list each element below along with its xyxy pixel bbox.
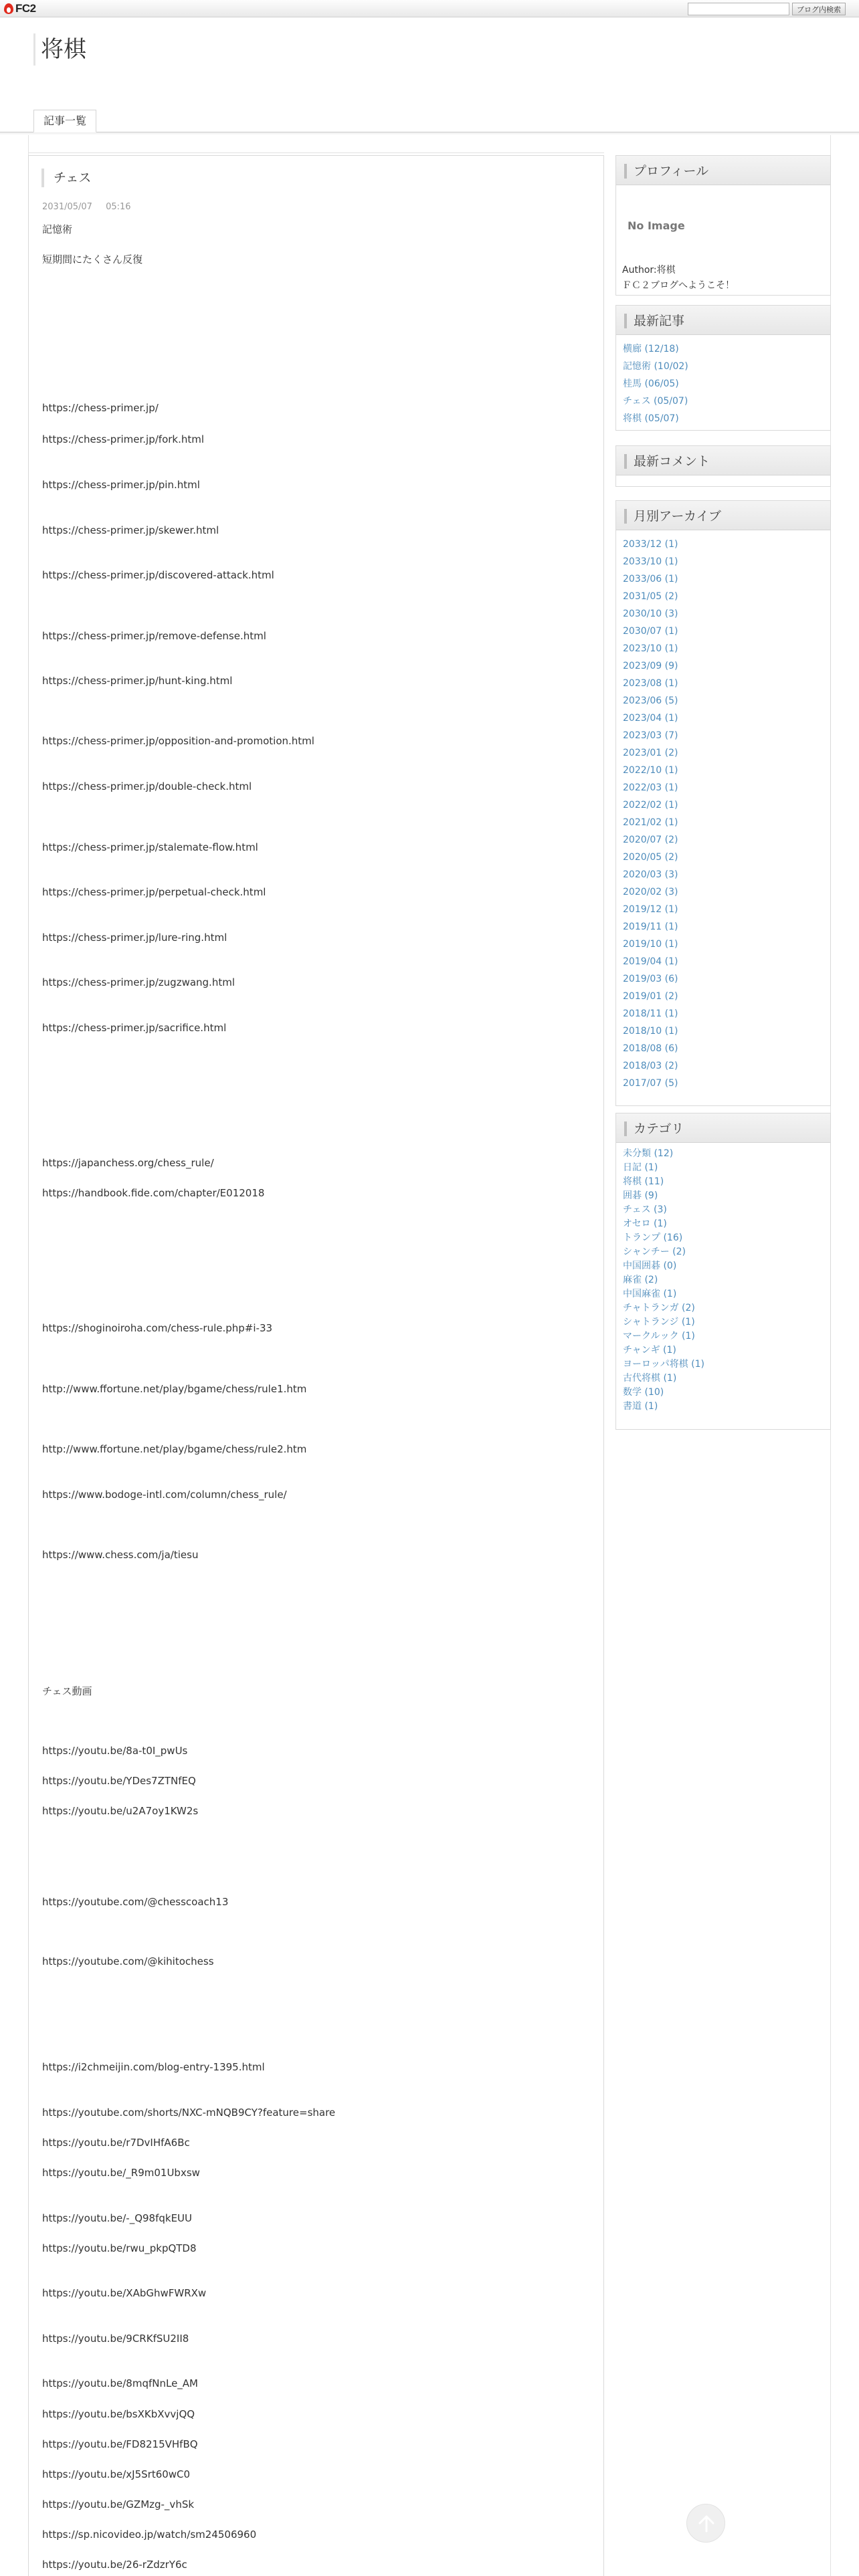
- list-item: [623, 675, 824, 692]
- blog-search: [688, 3, 846, 15]
- archive-link[interactable]: 2019/12 (1): [623, 904, 678, 915]
- entry-text: 短期間にたくさん反復: [42, 253, 143, 265]
- list-item: [623, 710, 824, 727]
- arrow-up-icon: [697, 2514, 716, 2533]
- header-accent: [624, 164, 627, 179]
- entry-date-value: 2031/05/07: [42, 202, 92, 212]
- page-top-button[interactable]: [686, 2504, 725, 2543]
- archive-link[interactable]: 2018/10 (1): [623, 1026, 678, 1037]
- category-link[interactable]: マークルック (1): [623, 1331, 695, 1341]
- list-item: [623, 536, 824, 553]
- archive-link[interactable]: 2020/02 (3): [623, 887, 678, 897]
- archive-link[interactable]: 2021/02 (1): [623, 817, 678, 828]
- list-item: [623, 901, 824, 918]
- fc2-toolbar: [0, 0, 859, 17]
- list-item: [623, 831, 824, 849]
- list-item: [623, 762, 824, 779]
- plugin-title: プロフィール: [634, 164, 709, 179]
- list-item: [623, 970, 824, 988]
- plugin-recent-entries: [615, 305, 831, 431]
- entry-link[interactable]: https://chess-primer.jp/zugzwang.html: [42, 976, 235, 988]
- header-accent: [624, 454, 627, 469]
- list-item: [623, 953, 824, 970]
- list-item: [623, 410, 824, 427]
- search-input[interactable]: [688, 3, 789, 15]
- recent-entry-link[interactable]: チェス (05/07): [623, 396, 688, 407]
- entry-link[interactable]: https://www.bodoge-intl.com/column/chess_rule/: [42, 1489, 287, 1501]
- entry-link[interactable]: https://i2chmeijin.com/blog-entry-1395.html: [42, 2061, 265, 2073]
- category-link[interactable]: シャトランジ (1): [623, 1317, 695, 1327]
- entry-link[interactable]: https://youtu.be/xJ5Srt60wC0: [42, 2468, 191, 2480]
- entry-link[interactable]: https://chess-primer.jp/hunt-king.html: [42, 675, 233, 687]
- archive-link[interactable]: 2018/03 (2): [623, 1061, 678, 1071]
- entry-link[interactable]: https://youtu.be/8mqfNnLe_AM: [42, 2377, 198, 2389]
- list-item: [623, 358, 824, 375]
- entry-link[interactable]: https://youtu.be/GZMzg-_vhSk: [42, 2498, 195, 2510]
- entry-link[interactable]: https://handbook.fide.com/chapter/E012018: [42, 1187, 265, 1199]
- divider: [28, 152, 604, 153]
- header-accent: [624, 314, 627, 328]
- entry-date: [42, 202, 142, 212]
- entry-link[interactable]: https://chess-primer.jp/stalemate-flow.html: [42, 841, 258, 853]
- category-link[interactable]: 書道 (1): [623, 1401, 658, 1412]
- plugin-archives: [615, 500, 831, 1106]
- archive-link[interactable]: 2023/06 (5): [623, 695, 678, 706]
- recent-entry-link[interactable]: 記憶術 (10/02): [623, 361, 688, 372]
- recent-entry-link[interactable]: 桂馬 (06/05): [623, 379, 679, 389]
- list-item: [623, 1259, 824, 1273]
- archive-link[interactable]: 2018/08 (6): [623, 1043, 678, 1054]
- entry-link[interactable]: https://chess-primer.jp/perpetual-check.html: [42, 886, 266, 898]
- list-item: [623, 779, 824, 796]
- category-link[interactable]: 将棋 (11): [623, 1176, 664, 1187]
- list-item: [623, 1175, 824, 1189]
- list-item: [623, 1203, 824, 1217]
- list-item: [623, 1147, 824, 1161]
- list-item: [623, 375, 824, 393]
- archive-link[interactable]: 2019/11 (1): [623, 922, 678, 932]
- plugin-header: [616, 446, 830, 475]
- recent-entry-link[interactable]: 将棋 (05/07): [623, 413, 679, 424]
- archive-link[interactable]: 2023/08 (1): [623, 678, 678, 689]
- list-item: [623, 814, 824, 831]
- entry-link[interactable]: https://sp.nicovideo.jp/watch/sm24506960: [42, 2529, 257, 2541]
- tab-article-list[interactable]: 記事一覧: [33, 110, 96, 132]
- list-item: [623, 1023, 824, 1040]
- category-link[interactable]: チェス (3): [623, 1204, 667, 1215]
- archive-link[interactable]: 2019/04 (1): [623, 956, 678, 967]
- archive-link[interactable]: 2030/07 (1): [623, 626, 678, 637]
- search-button[interactable]: ブログ内検索: [792, 3, 846, 15]
- list-item: [623, 883, 824, 901]
- entry-title[interactable]: チェス: [41, 169, 91, 187]
- fc2-logo-text: FC2: [15, 2, 36, 15]
- header-accent: [624, 509, 627, 524]
- archive-link[interactable]: 2023/09 (9): [623, 661, 678, 671]
- list-item: [623, 866, 824, 883]
- category-link[interactable]: ヨーロッパ将棋 (1): [623, 1359, 705, 1370]
- entry-link[interactable]: https://youtu.be/XAbGhwFWRXw: [42, 2287, 207, 2299]
- list-item: [623, 393, 824, 410]
- entry-link[interactable]: https://youtu.be/26-rZdzrY6c: [42, 2559, 187, 2571]
- category-link[interactable]: オセロ (1): [623, 1218, 667, 1229]
- list-item: [623, 1358, 824, 1372]
- archive-link[interactable]: 2022/10 (1): [623, 765, 678, 776]
- archive-link[interactable]: 2017/07 (5): [623, 1078, 678, 1089]
- list-item: [623, 1245, 824, 1259]
- plugin-title: 最新記事: [634, 314, 685, 328]
- category-link[interactable]: 麻雀 (2): [623, 1275, 658, 1285]
- category-link[interactable]: 中国囲碁 (0): [623, 1261, 677, 1271]
- entry-link[interactable]: https://youtu.be/bsXKbXvvjQQ: [42, 2408, 195, 2420]
- archive-link[interactable]: 2023/10 (1): [623, 643, 678, 654]
- list-item: [623, 727, 824, 744]
- list-item: [623, 570, 824, 588]
- category-link[interactable]: 未分類 (12): [623, 1148, 674, 1159]
- entry-link[interactable]: https://chess-primer.jp/remove-defense.html: [42, 630, 266, 642]
- profile-author: Author:将棋: [622, 265, 676, 276]
- list-item: [623, 605, 824, 623]
- profile-welcome: ＦＣ２ブログへようこそ！: [622, 280, 735, 291]
- list-item: [623, 936, 824, 953]
- entry-text: 記憶術: [42, 223, 73, 235]
- entry-link[interactable]: http://www.ffortune.net/play/bgame/chess/rule2.htm: [42, 1443, 307, 1455]
- archive-link[interactable]: 2031/05 (2): [623, 591, 678, 602]
- list-item: [623, 640, 824, 657]
- entry-time-value: 05:16: [106, 202, 131, 212]
- list-item: [623, 744, 824, 762]
- entry-link[interactable]: http://www.ffortune.net/play/bgame/chess/rule1.htm: [42, 1383, 307, 1395]
- entry-link[interactable]: https://chess-primer.jp/sacrifice.html: [42, 1022, 227, 1034]
- archive-link[interactable]: 2023/04 (1): [623, 713, 678, 724]
- entry-link[interactable]: https://youtube.com/shorts/NXC-mNQB9CY?feature=share: [42, 2107, 336, 2119]
- plugin-categories: [615, 1113, 831, 1430]
- category-link[interactable]: 古代将棋 (1): [623, 1373, 677, 1384]
- plugin-title: 最新コメント: [634, 454, 710, 469]
- list-item: [623, 1231, 824, 1245]
- list-item: [623, 1315, 824, 1329]
- fc2-logo[interactable]: [4, 2, 36, 15]
- list-item: [623, 1400, 824, 1414]
- archive-link[interactable]: 2033/06 (1): [623, 574, 678, 584]
- category-link[interactable]: 日記 (1): [623, 1162, 658, 1173]
- archive-link[interactable]: 2020/07 (2): [623, 835, 678, 845]
- list-item: [623, 340, 824, 358]
- list-item: [623, 588, 824, 605]
- entry-link[interactable]: https://shoginoiroha.com/chess-rule.php#i-33: [42, 1322, 273, 1334]
- category-list: [616, 1143, 830, 1419]
- recent-entries-list: [616, 335, 830, 433]
- list-item: [623, 623, 824, 640]
- category-link[interactable]: 囲碁 (9): [623, 1190, 658, 1201]
- plugin-header: [616, 306, 830, 335]
- entry-link[interactable]: https://youtu.be/rwu_pkpQTD8: [42, 2242, 197, 2254]
- list-item: [623, 657, 824, 675]
- list-item: [623, 553, 824, 570]
- archive-link[interactable]: 2023/03 (7): [623, 730, 678, 741]
- category-link[interactable]: チャトランガ (2): [623, 1303, 695, 1313]
- entry-link[interactable]: https://www.chess.com/ja/tiesu: [42, 1549, 199, 1561]
- archive-link[interactable]: 2019/03 (6): [623, 974, 678, 984]
- archive-link[interactable]: 2033/10 (1): [623, 556, 678, 567]
- list-item: [623, 849, 824, 866]
- entry-link[interactable]: https://youtu.be/9CRKfSU2II8: [42, 2333, 189, 2345]
- archive-link[interactable]: 2030/10 (3): [623, 609, 678, 619]
- entry-link[interactable]: https://japanchess.org/chess_rule/: [42, 1157, 214, 1169]
- entry-link[interactable]: https://chess-primer.jp/lure-ring.html: [42, 932, 227, 944]
- list-item: [623, 1386, 824, 1400]
- entry-link[interactable]: https://youtu.be/-_Q98fqkEUU: [42, 2212, 193, 2224]
- entry-link[interactable]: https://youtu.be/FD8215VHfBQ: [42, 2438, 198, 2450]
- category-link[interactable]: チャンギ (1): [623, 1345, 676, 1356]
- fc2-flame-icon: [4, 3, 13, 14]
- entry-link[interactable]: https://chess-primer.jp/skewer.html: [42, 524, 219, 536]
- archive-link[interactable]: 2033/12 (1): [623, 539, 678, 550]
- category-link[interactable]: トランプ (16): [623, 1232, 683, 1243]
- list-item: [623, 1075, 824, 1092]
- nav-bar: [0, 108, 859, 132]
- list-item: [623, 796, 824, 814]
- entry-link[interactable]: https://chess-primer.jp/opposition-and-promotion.html: [42, 735, 314, 747]
- plugin-title: カテゴリ: [634, 1121, 684, 1136]
- category-link[interactable]: シャンチー (2): [623, 1247, 686, 1257]
- entry-link[interactable]: https://youtube.com/@chesscoach13: [42, 1896, 229, 1908]
- entry-text: チェス動画: [42, 1685, 92, 1697]
- archive-link[interactable]: 2023/01 (2): [623, 748, 678, 758]
- plugin-header: [616, 1113, 830, 1143]
- list-item: [623, 1057, 824, 1075]
- plugin-recent-comments: [615, 445, 831, 487]
- list-item: [623, 692, 824, 710]
- entry-link[interactable]: https://chess-primer.jp/discovered-attack.html: [42, 569, 274, 581]
- list-item: [623, 988, 824, 1005]
- list-item: [623, 1005, 824, 1023]
- header-accent: [624, 1121, 627, 1136]
- list-item: [623, 1344, 824, 1358]
- list-item: [623, 1161, 824, 1175]
- entry-link[interactable]: https://chess-primer.jp/double-check.html: [42, 780, 252, 792]
- entry-link[interactable]: https://youtu.be/u2A7oy1KW2s: [42, 1805, 199, 1817]
- list-item: [623, 918, 824, 936]
- list-item: [623, 1301, 824, 1315]
- plugin-title: 月別アーカイブ: [634, 509, 721, 524]
- list-item: [623, 1217, 824, 1231]
- category-link[interactable]: 数学 (10): [623, 1387, 664, 1398]
- list-item: [623, 1287, 824, 1301]
- entry-link[interactable]: https://chess-primer.jp/fork.html: [42, 433, 205, 445]
- archive-link[interactable]: 2019/01 (2): [623, 991, 678, 1002]
- list-item: [623, 1273, 824, 1287]
- entry-link[interactable]: https://youtu.be/_R9m01Ubxsw: [42, 2167, 200, 2179]
- avatar-placeholder: No Image: [628, 219, 685, 232]
- plugin-header: [616, 156, 830, 185]
- archive-list: [616, 530, 830, 1097]
- recent-entry-link[interactable]: 横廊 (12/18): [623, 344, 679, 354]
- entry-link[interactable]: https://youtu.be/8a-t0I_pwUs: [42, 1745, 188, 1757]
- entry-link[interactable]: https://youtube.com/@kihitochess: [42, 1955, 214, 1967]
- archive-link[interactable]: 2019/10 (1): [623, 939, 678, 950]
- entry-link[interactable]: https://youtu.be/YDes7ZTNfEQ: [42, 1775, 196, 1787]
- list-item: [623, 1189, 824, 1203]
- archive-link[interactable]: 2018/11 (1): [623, 1008, 678, 1019]
- category-link[interactable]: 中国麻雀 (1): [623, 1289, 677, 1299]
- list-item: [623, 1372, 824, 1386]
- plugin-header: [616, 501, 830, 530]
- list-item: [623, 1329, 824, 1344]
- blog-title[interactable]: 将棋: [33, 33, 86, 66]
- entry-link[interactable]: https://youtu.be/r7DvIHfA6Bc: [42, 2137, 190, 2149]
- entry-link[interactable]: https://chess-primer.jp/pin.html: [42, 479, 200, 491]
- list-item: [623, 1040, 824, 1057]
- entry-link[interactable]: https://chess-primer.jp/: [42, 402, 159, 414]
- archive-link[interactable]: 2020/05 (2): [623, 852, 678, 863]
- archive-link[interactable]: 2020/03 (3): [623, 869, 678, 880]
- archive-link[interactable]: 2022/03 (1): [623, 782, 678, 793]
- archive-link[interactable]: 2022/02 (1): [623, 800, 678, 811]
